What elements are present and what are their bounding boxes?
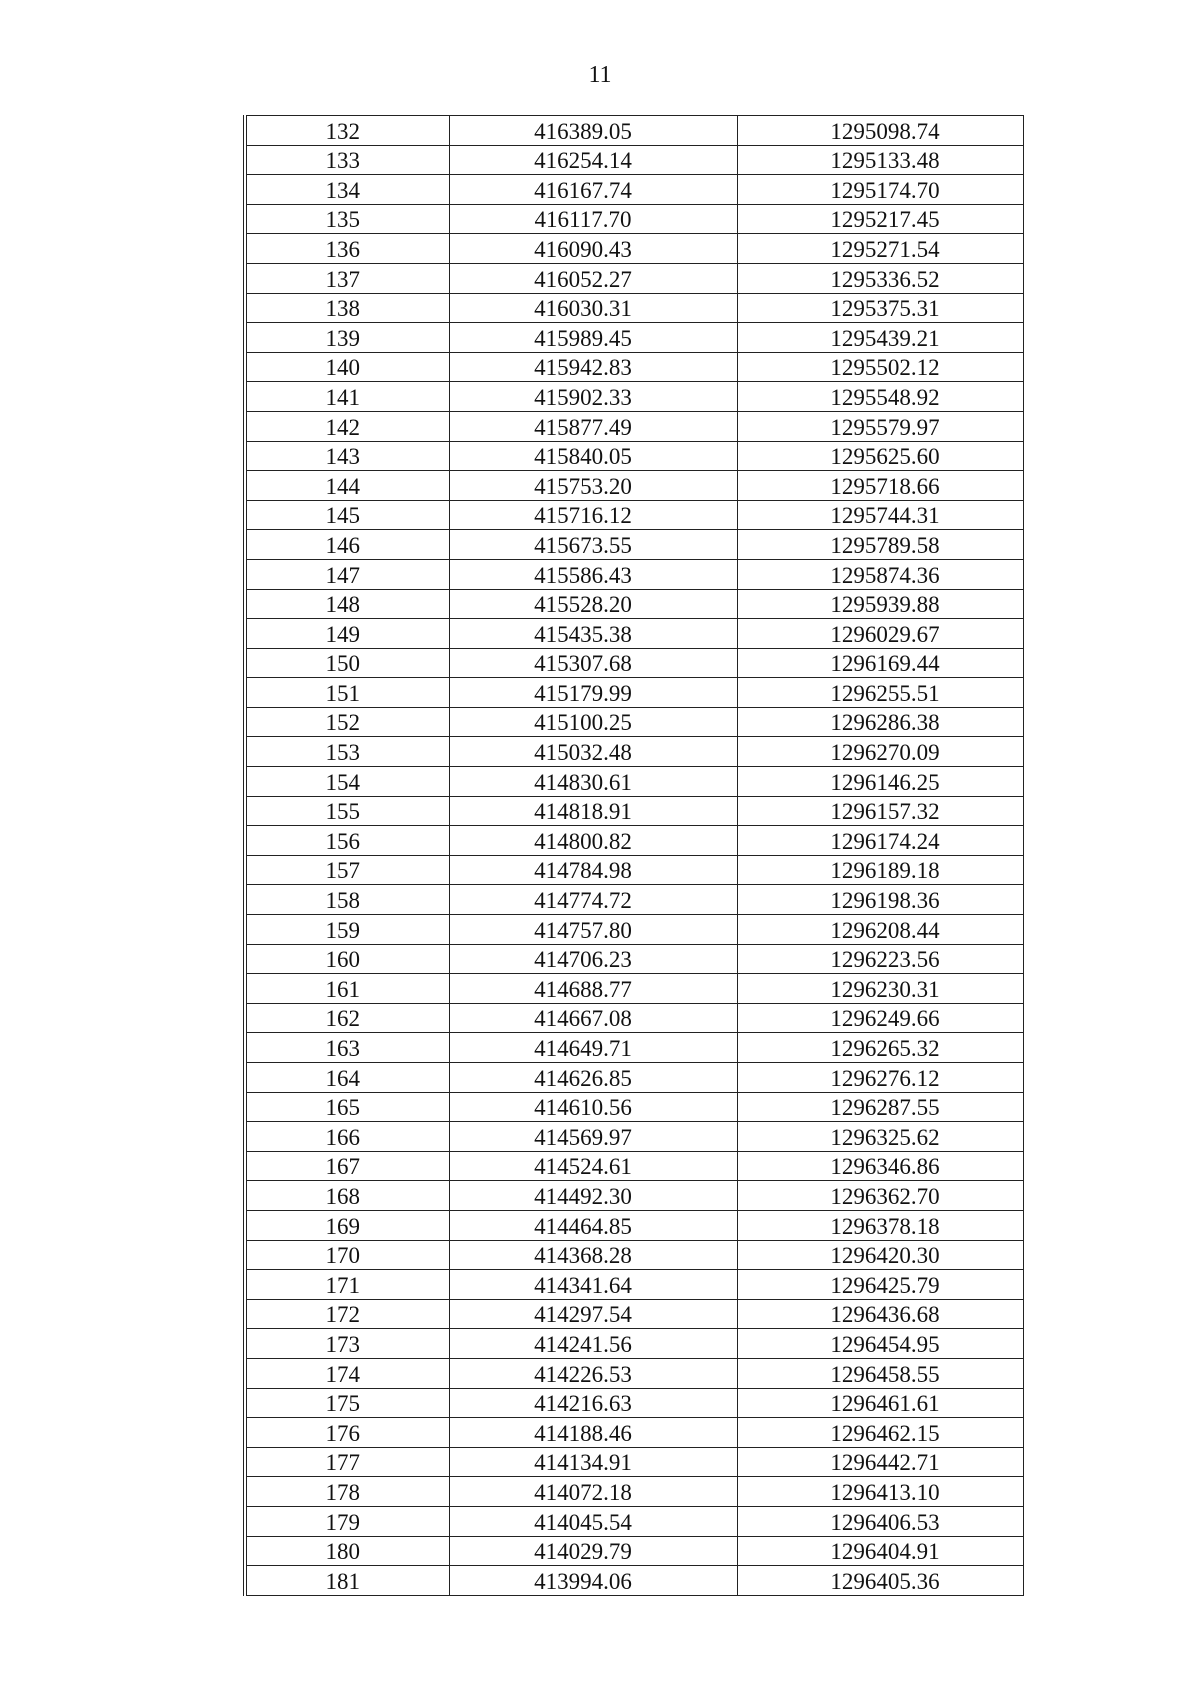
table-row xyxy=(245,263,1023,293)
x-coordinate-cell: 415179.99 xyxy=(449,678,737,708)
point-number-cell: 147 xyxy=(245,559,449,589)
point-number-cell: 165 xyxy=(245,1092,449,1122)
x-coordinate-cell: 414784.98 xyxy=(449,855,737,885)
y-coordinate-cell: 1296265.32 xyxy=(737,1033,1023,1063)
x-coordinate-cell: 414341.64 xyxy=(449,1270,737,1300)
point-number-cell: 140 xyxy=(245,352,449,382)
x-coordinate-cell: 415307.68 xyxy=(449,648,737,678)
x-coordinate-cell: 416117.70 xyxy=(449,204,737,234)
table-row xyxy=(245,441,1023,471)
table-row xyxy=(245,116,1023,146)
table-row xyxy=(245,1506,1023,1536)
coordinates-table-body xyxy=(245,116,1023,1596)
point-number-cell: 169 xyxy=(245,1210,449,1240)
table-row xyxy=(245,1536,1023,1566)
x-coordinate-cell: 414492.30 xyxy=(449,1181,737,1211)
point-number-cell: 162 xyxy=(245,1003,449,1033)
point-number-cell: 154 xyxy=(245,767,449,797)
x-coordinate-cell: 414072.18 xyxy=(449,1477,737,1507)
point-number-cell: 170 xyxy=(245,1240,449,1270)
x-coordinate-cell: 415902.33 xyxy=(449,382,737,412)
table-row xyxy=(245,293,1023,323)
y-coordinate-cell: 1296413.10 xyxy=(737,1477,1023,1507)
point-number-cell: 172 xyxy=(245,1299,449,1329)
table-row xyxy=(245,855,1023,885)
table-row xyxy=(245,1033,1023,1063)
table-row xyxy=(245,915,1023,945)
point-number-cell: 168 xyxy=(245,1181,449,1211)
y-coordinate-cell: 1296454.95 xyxy=(737,1329,1023,1359)
point-number-cell: 139 xyxy=(245,323,449,353)
y-coordinate-cell: 1295217.45 xyxy=(737,204,1023,234)
table-row xyxy=(245,1358,1023,1388)
x-coordinate-cell: 414757.80 xyxy=(449,915,737,945)
point-number-cell: 143 xyxy=(245,441,449,471)
y-coordinate-cell: 1296255.51 xyxy=(737,678,1023,708)
y-coordinate-cell: 1295502.12 xyxy=(737,352,1023,382)
x-coordinate-cell: 414134.91 xyxy=(449,1447,737,1477)
x-coordinate-cell: 414688.77 xyxy=(449,974,737,1004)
table-row xyxy=(245,1418,1023,1448)
x-coordinate-cell: 415716.12 xyxy=(449,500,737,530)
table-row xyxy=(245,1151,1023,1181)
point-number-cell: 141 xyxy=(245,382,449,412)
y-coordinate-cell: 1296198.36 xyxy=(737,885,1023,915)
point-number-cell: 174 xyxy=(245,1358,449,1388)
table-row xyxy=(245,589,1023,619)
y-coordinate-cell: 1296436.68 xyxy=(737,1299,1023,1329)
y-coordinate-cell: 1296189.18 xyxy=(737,855,1023,885)
table-row xyxy=(245,707,1023,737)
x-coordinate-cell: 415942.83 xyxy=(449,352,737,382)
point-number-cell: 137 xyxy=(245,263,449,293)
table-row xyxy=(245,1447,1023,1477)
point-number-cell: 176 xyxy=(245,1418,449,1448)
y-coordinate-cell: 1296270.09 xyxy=(737,737,1023,767)
coordinates-table xyxy=(243,115,1024,1596)
table-row xyxy=(245,471,1023,501)
table-row xyxy=(245,204,1023,234)
table-row xyxy=(245,648,1023,678)
table-row xyxy=(245,1329,1023,1359)
point-number-cell: 164 xyxy=(245,1063,449,1093)
table-row xyxy=(245,1270,1023,1300)
y-coordinate-cell: 1296169.44 xyxy=(737,648,1023,678)
table-row xyxy=(245,559,1023,589)
x-coordinate-cell: 415100.25 xyxy=(449,707,737,737)
y-coordinate-cell: 1296442.71 xyxy=(737,1447,1023,1477)
y-coordinate-cell: 1295375.31 xyxy=(737,293,1023,323)
point-number-cell: 132 xyxy=(245,116,449,146)
point-number-cell: 150 xyxy=(245,648,449,678)
table-row xyxy=(245,944,1023,974)
y-coordinate-cell: 1295439.21 xyxy=(737,323,1023,353)
table-row xyxy=(245,796,1023,826)
y-coordinate-cell: 1295548.92 xyxy=(737,382,1023,412)
y-coordinate-cell: 1296406.53 xyxy=(737,1506,1023,1536)
y-coordinate-cell: 1296157.32 xyxy=(737,796,1023,826)
table-row xyxy=(245,737,1023,767)
point-number-cell: 133 xyxy=(245,145,449,175)
point-number-cell: 180 xyxy=(245,1536,449,1566)
y-coordinate-cell: 1296223.56 xyxy=(737,944,1023,974)
point-number-cell: 156 xyxy=(245,826,449,856)
point-number-cell: 181 xyxy=(245,1566,449,1596)
point-number-cell: 153 xyxy=(245,737,449,767)
x-coordinate-cell: 415673.55 xyxy=(449,530,737,560)
x-coordinate-cell: 414774.72 xyxy=(449,885,737,915)
x-coordinate-cell: 414216.63 xyxy=(449,1388,737,1418)
x-coordinate-cell: 414626.85 xyxy=(449,1063,737,1093)
point-number-cell: 145 xyxy=(245,500,449,530)
x-coordinate-cell: 415032.48 xyxy=(449,737,737,767)
x-coordinate-cell: 413994.06 xyxy=(449,1566,737,1596)
table-row xyxy=(245,323,1023,353)
point-number-cell: 155 xyxy=(245,796,449,826)
table-row xyxy=(245,1063,1023,1093)
x-coordinate-cell: 416052.27 xyxy=(449,263,737,293)
y-coordinate-cell: 1296146.25 xyxy=(737,767,1023,797)
point-number-cell: 161 xyxy=(245,974,449,1004)
y-coordinate-cell: 1296208.44 xyxy=(737,915,1023,945)
point-number-cell: 152 xyxy=(245,707,449,737)
x-coordinate-cell: 414297.54 xyxy=(449,1299,737,1329)
x-coordinate-cell: 414706.23 xyxy=(449,944,737,974)
x-coordinate-cell: 414029.79 xyxy=(449,1536,737,1566)
point-number-cell: 160 xyxy=(245,944,449,974)
point-number-cell: 135 xyxy=(245,204,449,234)
table-row xyxy=(245,1003,1023,1033)
y-coordinate-cell: 1295336.52 xyxy=(737,263,1023,293)
point-number-cell: 144 xyxy=(245,471,449,501)
table-row xyxy=(245,382,1023,412)
y-coordinate-cell: 1296287.55 xyxy=(737,1092,1023,1122)
y-coordinate-cell: 1296425.79 xyxy=(737,1270,1023,1300)
y-coordinate-cell: 1295718.66 xyxy=(737,471,1023,501)
point-number-cell: 151 xyxy=(245,678,449,708)
table-row xyxy=(245,175,1023,205)
table-row xyxy=(245,1388,1023,1418)
y-coordinate-cell: 1296325.62 xyxy=(737,1122,1023,1152)
y-coordinate-cell: 1295174.70 xyxy=(737,175,1023,205)
point-number-cell: 163 xyxy=(245,1033,449,1063)
x-coordinate-cell: 415528.20 xyxy=(449,589,737,619)
table-row xyxy=(245,411,1023,441)
x-coordinate-cell: 416030.31 xyxy=(449,293,737,323)
x-coordinate-cell: 414464.85 xyxy=(449,1210,737,1240)
x-coordinate-cell: 414569.97 xyxy=(449,1122,737,1152)
point-number-cell: 134 xyxy=(245,175,449,205)
y-coordinate-cell: 1295098.74 xyxy=(737,116,1023,146)
x-coordinate-cell: 414188.46 xyxy=(449,1418,737,1448)
point-number-cell: 173 xyxy=(245,1329,449,1359)
y-coordinate-cell: 1295874.36 xyxy=(737,559,1023,589)
y-coordinate-cell: 1295271.54 xyxy=(737,234,1023,264)
y-coordinate-cell: 1296029.67 xyxy=(737,619,1023,649)
y-coordinate-cell: 1296230.31 xyxy=(737,974,1023,1004)
point-number-cell: 166 xyxy=(245,1122,449,1152)
x-coordinate-cell: 415753.20 xyxy=(449,471,737,501)
table-row xyxy=(245,1240,1023,1270)
point-number-cell: 179 xyxy=(245,1506,449,1536)
table-row xyxy=(245,767,1023,797)
y-coordinate-cell: 1296405.36 xyxy=(737,1566,1023,1596)
y-coordinate-cell: 1296462.15 xyxy=(737,1418,1023,1448)
x-coordinate-cell: 414524.61 xyxy=(449,1151,737,1181)
table-row xyxy=(245,1122,1023,1152)
y-coordinate-cell: 1296249.66 xyxy=(737,1003,1023,1033)
x-coordinate-cell: 414368.28 xyxy=(449,1240,737,1270)
table-row xyxy=(245,500,1023,530)
x-coordinate-cell: 416167.74 xyxy=(449,175,737,205)
x-coordinate-cell: 414045.54 xyxy=(449,1506,737,1536)
table-row xyxy=(245,234,1023,264)
y-coordinate-cell: 1296404.91 xyxy=(737,1536,1023,1566)
x-coordinate-cell: 415989.45 xyxy=(449,323,737,353)
x-coordinate-cell: 415435.38 xyxy=(449,619,737,649)
table-row xyxy=(245,1299,1023,1329)
table-row xyxy=(245,826,1023,856)
x-coordinate-cell: 416389.05 xyxy=(449,116,737,146)
x-coordinate-cell: 414649.71 xyxy=(449,1033,737,1063)
point-number-cell: 177 xyxy=(245,1447,449,1477)
point-number-cell: 149 xyxy=(245,619,449,649)
y-coordinate-cell: 1296276.12 xyxy=(737,1063,1023,1093)
point-number-cell: 157 xyxy=(245,855,449,885)
table-row xyxy=(245,885,1023,915)
x-coordinate-cell: 414818.91 xyxy=(449,796,737,826)
table-row xyxy=(245,678,1023,708)
x-coordinate-cell: 414610.56 xyxy=(449,1092,737,1122)
x-coordinate-cell: 416090.43 xyxy=(449,234,737,264)
x-coordinate-cell: 414800.82 xyxy=(449,826,737,856)
point-number-cell: 158 xyxy=(245,885,449,915)
point-number-cell: 146 xyxy=(245,530,449,560)
x-coordinate-cell: 415877.49 xyxy=(449,411,737,441)
y-coordinate-cell: 1295625.60 xyxy=(737,441,1023,471)
y-coordinate-cell: 1296378.18 xyxy=(737,1210,1023,1240)
x-coordinate-cell: 415840.05 xyxy=(449,441,737,471)
y-coordinate-cell: 1296362.70 xyxy=(737,1181,1023,1211)
table-row xyxy=(245,352,1023,382)
x-coordinate-cell: 415586.43 xyxy=(449,559,737,589)
y-coordinate-cell: 1296346.86 xyxy=(737,1151,1023,1181)
point-number-cell: 175 xyxy=(245,1388,449,1418)
y-coordinate-cell: 1296461.61 xyxy=(737,1388,1023,1418)
table-row xyxy=(245,974,1023,1004)
y-coordinate-cell: 1295133.48 xyxy=(737,145,1023,175)
table-row xyxy=(245,1210,1023,1240)
point-number-cell: 142 xyxy=(245,411,449,441)
y-coordinate-cell: 1295939.88 xyxy=(737,589,1023,619)
x-coordinate-cell: 414226.53 xyxy=(449,1358,737,1388)
x-coordinate-cell: 414241.56 xyxy=(449,1329,737,1359)
y-coordinate-cell: 1296174.24 xyxy=(737,826,1023,856)
point-number-cell: 171 xyxy=(245,1270,449,1300)
y-coordinate-cell: 1296420.30 xyxy=(737,1240,1023,1270)
point-number-cell: 159 xyxy=(245,915,449,945)
table-row xyxy=(245,1477,1023,1507)
y-coordinate-cell: 1295789.58 xyxy=(737,530,1023,560)
y-coordinate-cell: 1296286.38 xyxy=(737,707,1023,737)
y-coordinate-cell: 1295579.97 xyxy=(737,411,1023,441)
table-row xyxy=(245,619,1023,649)
table-row xyxy=(245,1181,1023,1211)
y-coordinate-cell: 1295744.31 xyxy=(737,500,1023,530)
table-row xyxy=(245,530,1023,560)
point-number-cell: 178 xyxy=(245,1477,449,1507)
x-coordinate-cell: 414830.61 xyxy=(449,767,737,797)
x-coordinate-cell: 414667.08 xyxy=(449,1003,737,1033)
y-coordinate-cell: 1296458.55 xyxy=(737,1358,1023,1388)
table-row xyxy=(245,1566,1023,1596)
point-number-cell: 167 xyxy=(245,1151,449,1181)
point-number-cell: 148 xyxy=(245,589,449,619)
point-number-cell: 138 xyxy=(245,293,449,323)
x-coordinate-cell: 416254.14 xyxy=(449,145,737,175)
point-number-cell: 136 xyxy=(245,234,449,264)
page-number: 11 xyxy=(588,62,612,88)
table-row xyxy=(245,145,1023,175)
table-row xyxy=(245,1092,1023,1122)
